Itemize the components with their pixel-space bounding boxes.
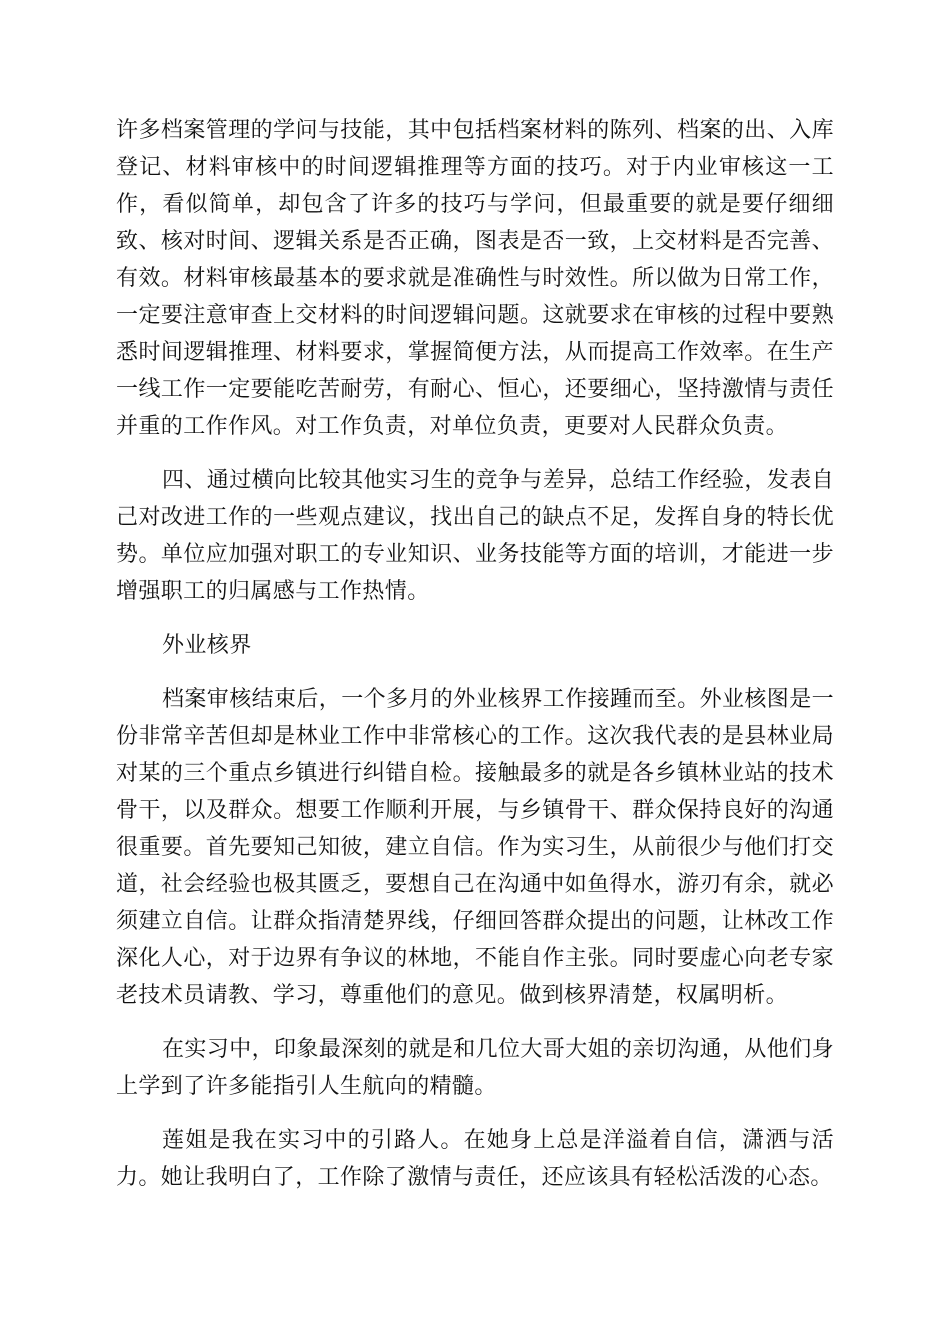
paragraph-section-four: 四、通过横向比较其他实习生的竞争与差异，总结工作经验，发表自己对改进工作的一些观点建议，找出自己的缺点不足，发挥自身的特长优势。单位应加强对职工的专业知识、业务技能等方面的培训，才能进一步增强职工的归属感与工作热情。 [116, 468, 835, 604]
paragraph-field-boundary-work: 档案审核结束后，一个多月的外业核界工作接踵而至。外业核图是一份非常辛苦但却是林业工作中非常核心的工作。这次我代表的是县林业局对某的三个重点乡镇进行纠错自检。接触最多的就是各乡镇林业站的技术骨干，以及群众。想要工作顺利开展，与乡镇骨干、群众保持良好的沟通很重要。首先要知己知彼，建立自信。作为实习生，从前很少与他们打交道，社会经验也极其匮乏，要想自己在沟通中如鱼得水，游刃有余，就必须建立自信。让群众指清楚界线，仔细回答群众提出的问题，让林改工作深化人心，对于边界有争议的林地，不能自作主张。同时要虚心向老专家老技术员请教、学习，尊重他们的意见。做到核界清楚，权属明析。 [116, 687, 835, 1008]
section-heading-field-boundary-check: 外业核界 [162, 633, 252, 658]
document-body [116, 112, 834, 1196]
paragraph-internship-impression: 在实习中，印象最深刻的就是和几位大哥大姐的亲切沟通，从他们身上学到了许多能指引人生航向的精髓。 [116, 1037, 835, 1099]
paragraph-archive-review-skills: 许多档案管理的学问与技能，其中包括档案材料的陈列、档案的出、入库登记、材料审核中的时间逻辑推理等方面的技巧。对于内业审核这一工作，看似简单，却包含了许多的技巧与学问，但最重要的就是要仔细细致、核对时间、逻辑关系是否正确，图表是否一致，上交材料是否完善、有效。材料审核最基本的要求就是准确性与时效性。所以做为日常工作，一定要注意审查上交材料的时间逻辑问题。这就要求在审核的过程中要熟悉时间逻辑推理、材料要求，掌握简便方法，从而提高工作效率。在生产一线工作一定要能吃苦耐劳，有耐心、恒心，还要细心，坚持激情与责任并重的工作作风。对工作负责，对单位负责，更要对人民群众负责。 [116, 118, 834, 439]
paragraph-mentor-lian: 莲姐是我在实习中的引路人。在她身上总是洋溢着自信，潇洒与活力。她让我明白了，工作除了激情与责任，还应该具有轻松活泼的心态。 [116, 1128, 834, 1190]
